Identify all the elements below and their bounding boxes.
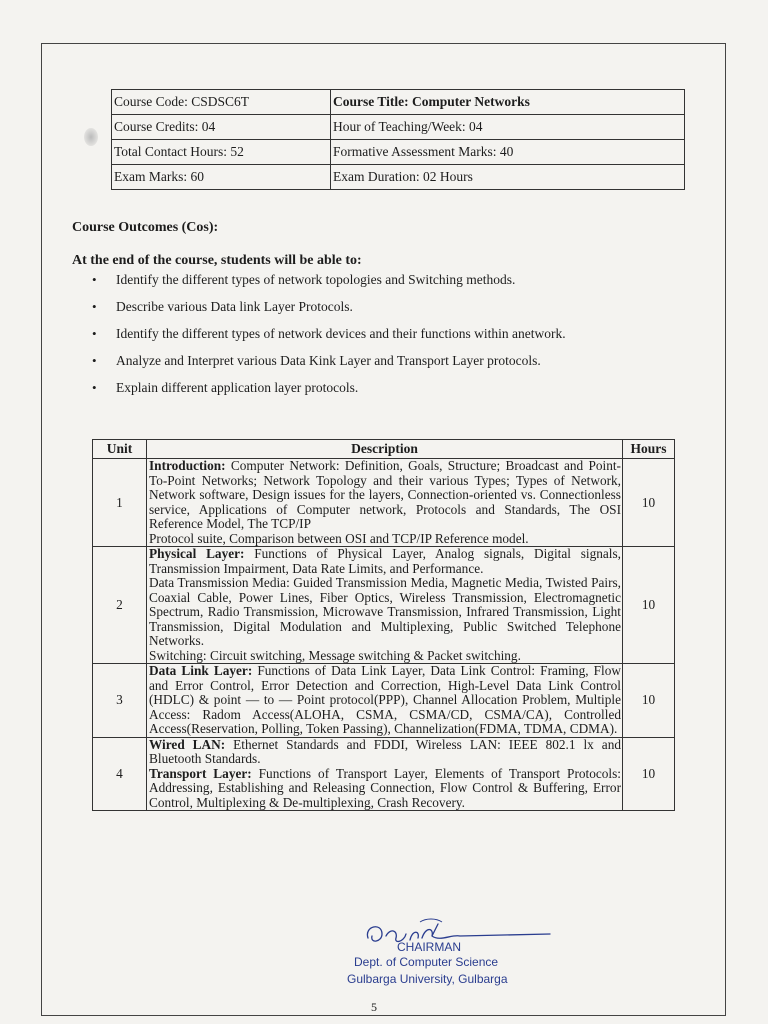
scan-smudge (84, 128, 98, 146)
outcome-item (92, 298, 566, 325)
outcome-item (92, 352, 566, 379)
bullet-icon: • (92, 380, 97, 395)
outcome-text: Identify the different types of network topologies and Switching methods. (116, 272, 516, 287)
topic-text: Ethernet Standards and FDDI, Wireless LAN: IEEE 802.1 lx and Bluetooth Standards. (149, 736, 621, 766)
description-paragraph (149, 649, 621, 664)
course-info-row (112, 90, 685, 115)
topic-title: Data Link Layer: (149, 663, 253, 678)
description-paragraph (149, 576, 621, 649)
unit-hours: 10 (623, 664, 675, 738)
course-info-table (111, 89, 685, 190)
unit-header: Unit (93, 440, 147, 459)
syllabus-row (93, 664, 675, 738)
syllabus-row (93, 737, 675, 811)
outcome-text: Explain different application layer protocols. (116, 380, 359, 395)
unit-number: 1 (93, 459, 147, 547)
stamp-chairman: CHAIRMAN (397, 940, 462, 954)
bullet-icon: • (92, 299, 97, 314)
topic-title: Wired LAN: (149, 736, 226, 752)
course-info-row (112, 115, 685, 140)
description-paragraph (149, 738, 621, 767)
topic-text: Data Transmission Media: Guided Transmission Media, Magnetic Media, Twisted Pairs, Coaxial Cable, Power Lines, Fiber Optics, Wireless Transmission, Electromagnetic Spectrum, Radio Transmission, Microwave Transmission, Infrared Transmission, Light Transmission, Digital Modulation and Multiplexing, Public Switched Telephone Networks. (149, 575, 621, 648)
description-paragraph (149, 532, 621, 547)
course-info-cell: Course Code: CSDSC6T (112, 90, 331, 115)
outcome-item (92, 325, 566, 352)
outcome-item (92, 379, 566, 406)
unit-description (147, 547, 623, 664)
unit-hours: 10 (623, 547, 675, 664)
course-info-cell: Hour of Teaching/Week: 04 (331, 115, 685, 140)
topic-text: Switching: Circuit switching, Message switching & Packet switching. (149, 647, 521, 663)
description-header: Description (147, 440, 623, 459)
unit-description (147, 459, 623, 547)
hours-header: Hours (623, 440, 675, 459)
topic-text: Functions of Transport Layer, Elements of Transport Protocols: Addressing, Establishing and Releasing Connection, Flow Control & Buffering, Error Control, Multiplexing & De-multiplexing, Crash Recovery. (149, 765, 621, 810)
outcome-text: Identify the different types of network devices and their functions within anetwork. (116, 326, 566, 341)
course-info-cell: Formative Assessment Marks: 40 (331, 140, 685, 165)
description-paragraph (149, 767, 621, 811)
syllabus-header-row (93, 440, 675, 459)
syllabus-table (92, 439, 675, 811)
outcome-text: Analyze and Interpret various Data Kink Layer and Transport Layer protocols. (116, 353, 541, 368)
unit-hours: 10 (623, 459, 675, 547)
stamp-university: Gulbarga University, Gulbarga (347, 972, 508, 986)
description-paragraph (149, 547, 621, 576)
topic-title: Introduction: (149, 458, 226, 473)
course-info-cell: Exam Duration: 02 Hours (331, 165, 685, 190)
description-paragraph (149, 664, 621, 737)
course-info-row (112, 140, 685, 165)
topic-text: Functions of Data Link Layer, Data Link Control: Framing, Flow and Error Control, Error Detection and Correction, High-Level Data Link Control (HDLC) & point — to — Point protocol(PPP), Channel Allocation Problem, Multiple Access: Radom Access(ALOHA, CSMA, CSMA/CD, CSMA/CA), Controlled Access(Reservation, Polling, Token Passing), Channelization(FDMA, TDMA, CDMA). (149, 663, 621, 736)
unit-number: 2 (93, 547, 147, 664)
bullet-icon: • (92, 272, 97, 287)
topic-text: Protocol suite, Comparison between OSI and TCP/IP Reference model. (149, 530, 529, 546)
bullet-icon: • (92, 326, 97, 341)
outcomes-intro: At the end of the course, students will be able to: (72, 253, 362, 268)
unit-hours: 10 (623, 737, 675, 811)
unit-number: 4 (93, 737, 147, 811)
course-info-cell: Course Credits: 04 (112, 115, 331, 140)
unit-description (147, 664, 623, 738)
topic-title: Physical Layer: (149, 546, 245, 561)
course-info-cell: Exam Marks: 60 (112, 165, 331, 190)
stamp-department: Dept. of Computer Science (354, 955, 499, 969)
bullet-icon: • (92, 353, 97, 368)
description-paragraph (149, 459, 621, 532)
unit-description (147, 737, 623, 811)
topic-text: Computer Network: Definition, Goals, Structure; Broadcast and Point-To-Point Networks; Network Topology and their various Types; Types of Network, Network software, Design issues for the layers, Connection-oriented vs. Connectionless service, Applications of Computer network, Protocols and Standards, The OSI Reference Model, The TCP/IP (149, 458, 621, 531)
topic-title: Transport Layer: (149, 765, 252, 781)
course-info-cell: Total Contact Hours: 52 (112, 140, 331, 165)
syllabus-row (93, 459, 675, 547)
outcomes-list (92, 271, 566, 406)
course-info-cell: Course Title: Computer Networks (331, 90, 685, 115)
syllabus-row (93, 547, 675, 664)
unit-number: 3 (93, 664, 147, 738)
outcome-text: Describe various Data link Layer Protocols. (116, 299, 353, 314)
outcomes-heading: Course Outcomes (Cos): (72, 220, 219, 235)
outcome-item (92, 271, 566, 298)
page-number: 5 (371, 1000, 377, 1014)
course-info-row (112, 165, 685, 190)
topic-text: Functions of Physical Layer, Analog signals, Digital signals, Transmission Impairment, Data Rate Limits, and Performance. (149, 546, 621, 576)
